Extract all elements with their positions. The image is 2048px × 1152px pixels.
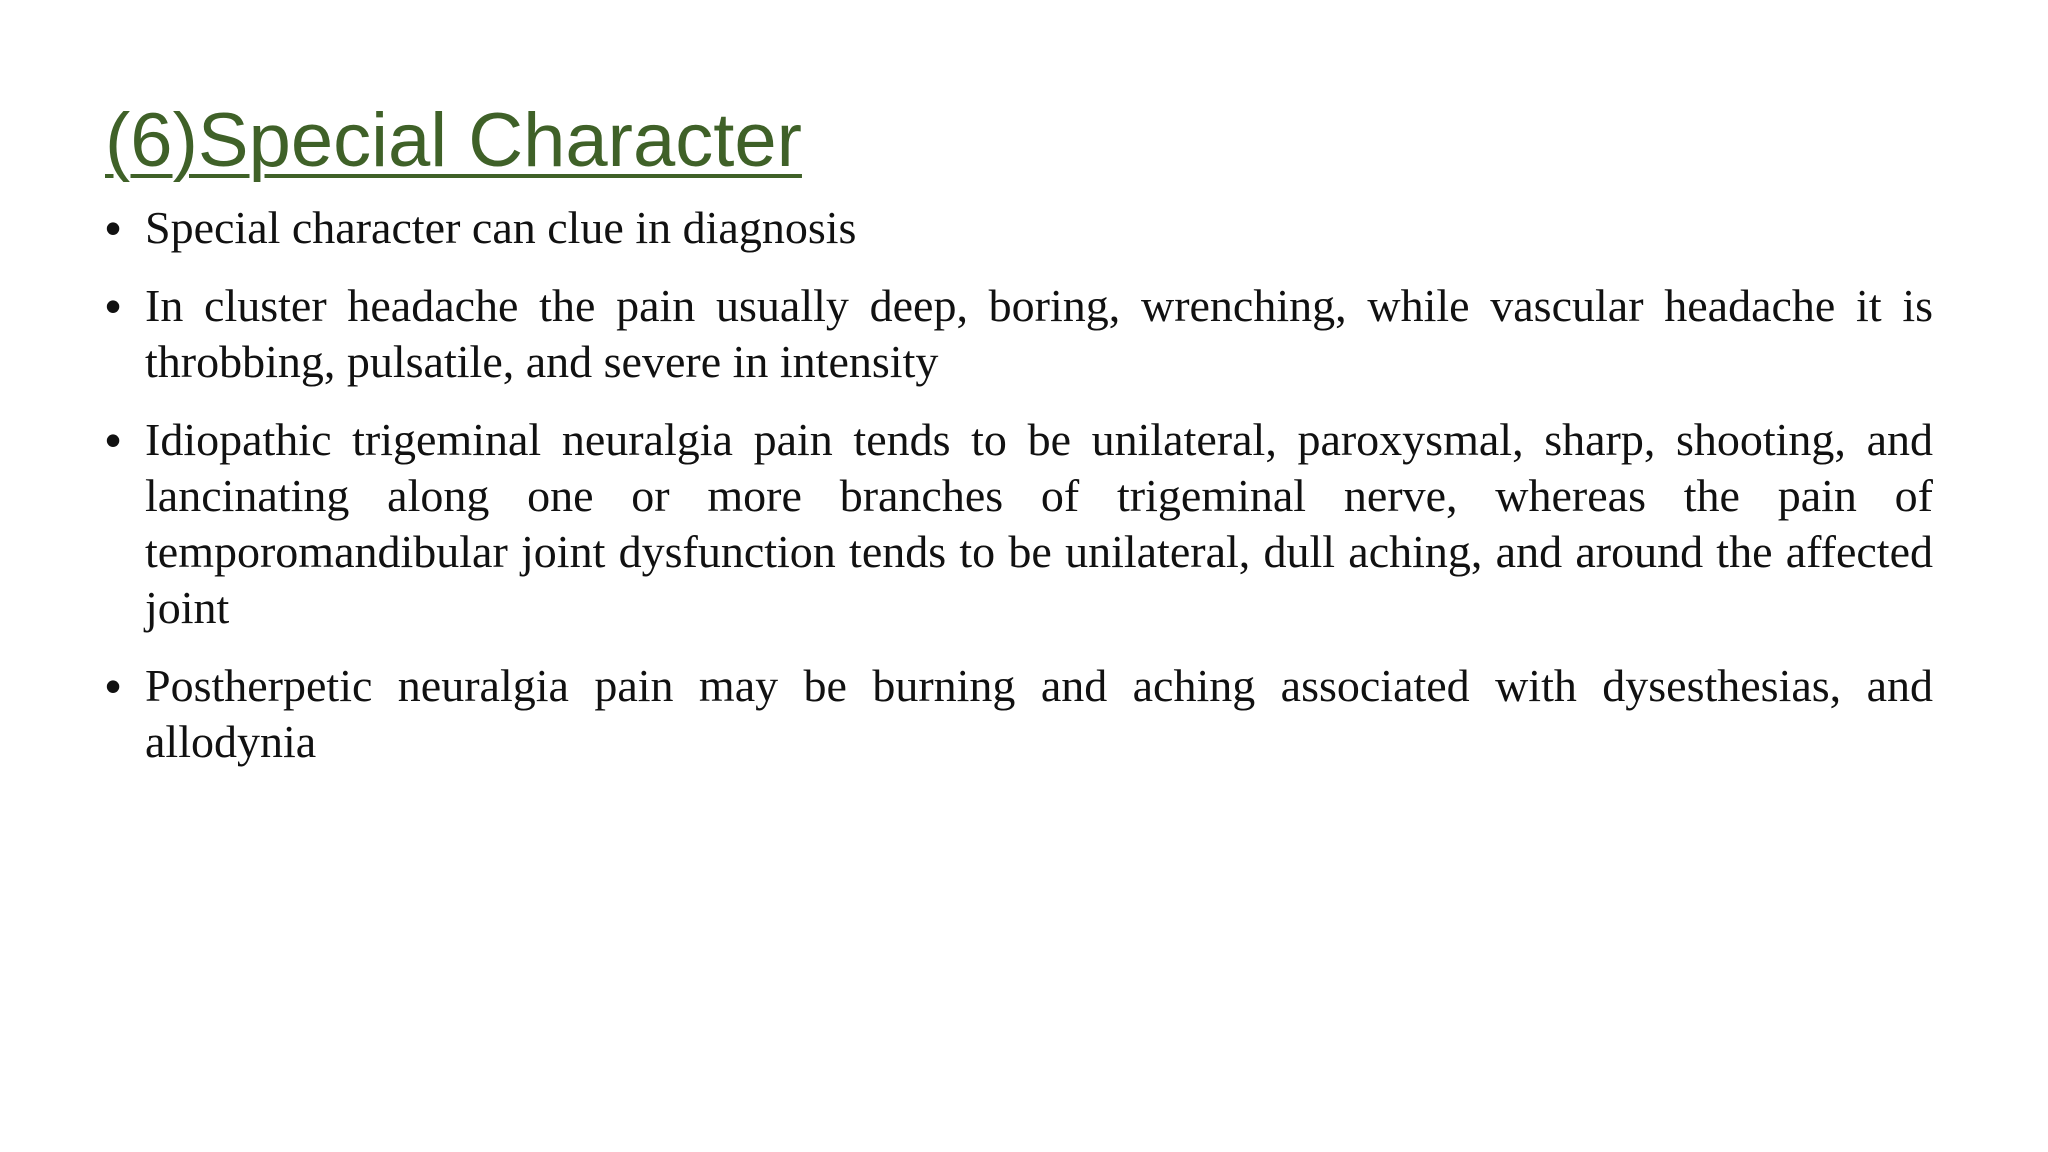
bullet-marker: • [105, 660, 122, 712]
bullet-list [105, 200, 1933, 770]
bullet-marker: • [105, 280, 122, 332]
bullet-text: Idiopathic trigeminal neuralgia pain tends to be unilateral, paroxysmal, sharp, shooting, and lancinating along one or more branches of trigeminal nerve, whereas the pain of temporomandibular joint dysfunction tends to be unilateral, dull aching, and around the affected joint [145, 414, 1933, 633]
bullet-marker: • [105, 414, 122, 466]
bullet-marker: • [105, 202, 122, 254]
bullet-item [105, 412, 1933, 636]
bullet-text: In cluster headache the pain usually deep, boring, wrenching, while vascular headache it is throbbing, pulsatile, and severe in intensity [145, 280, 1933, 387]
bullet-text: Special character can clue in diagnosis [145, 202, 857, 253]
bullet-item [105, 278, 1933, 390]
bullet-text: Postherpetic neuralgia pain may be burning and aching associated with dysesthesias, and allodynia [145, 660, 1933, 767]
bullet-item [105, 658, 1933, 770]
bullet-item [105, 200, 1933, 256]
slide-title: (6)Special Character [105, 98, 802, 183]
